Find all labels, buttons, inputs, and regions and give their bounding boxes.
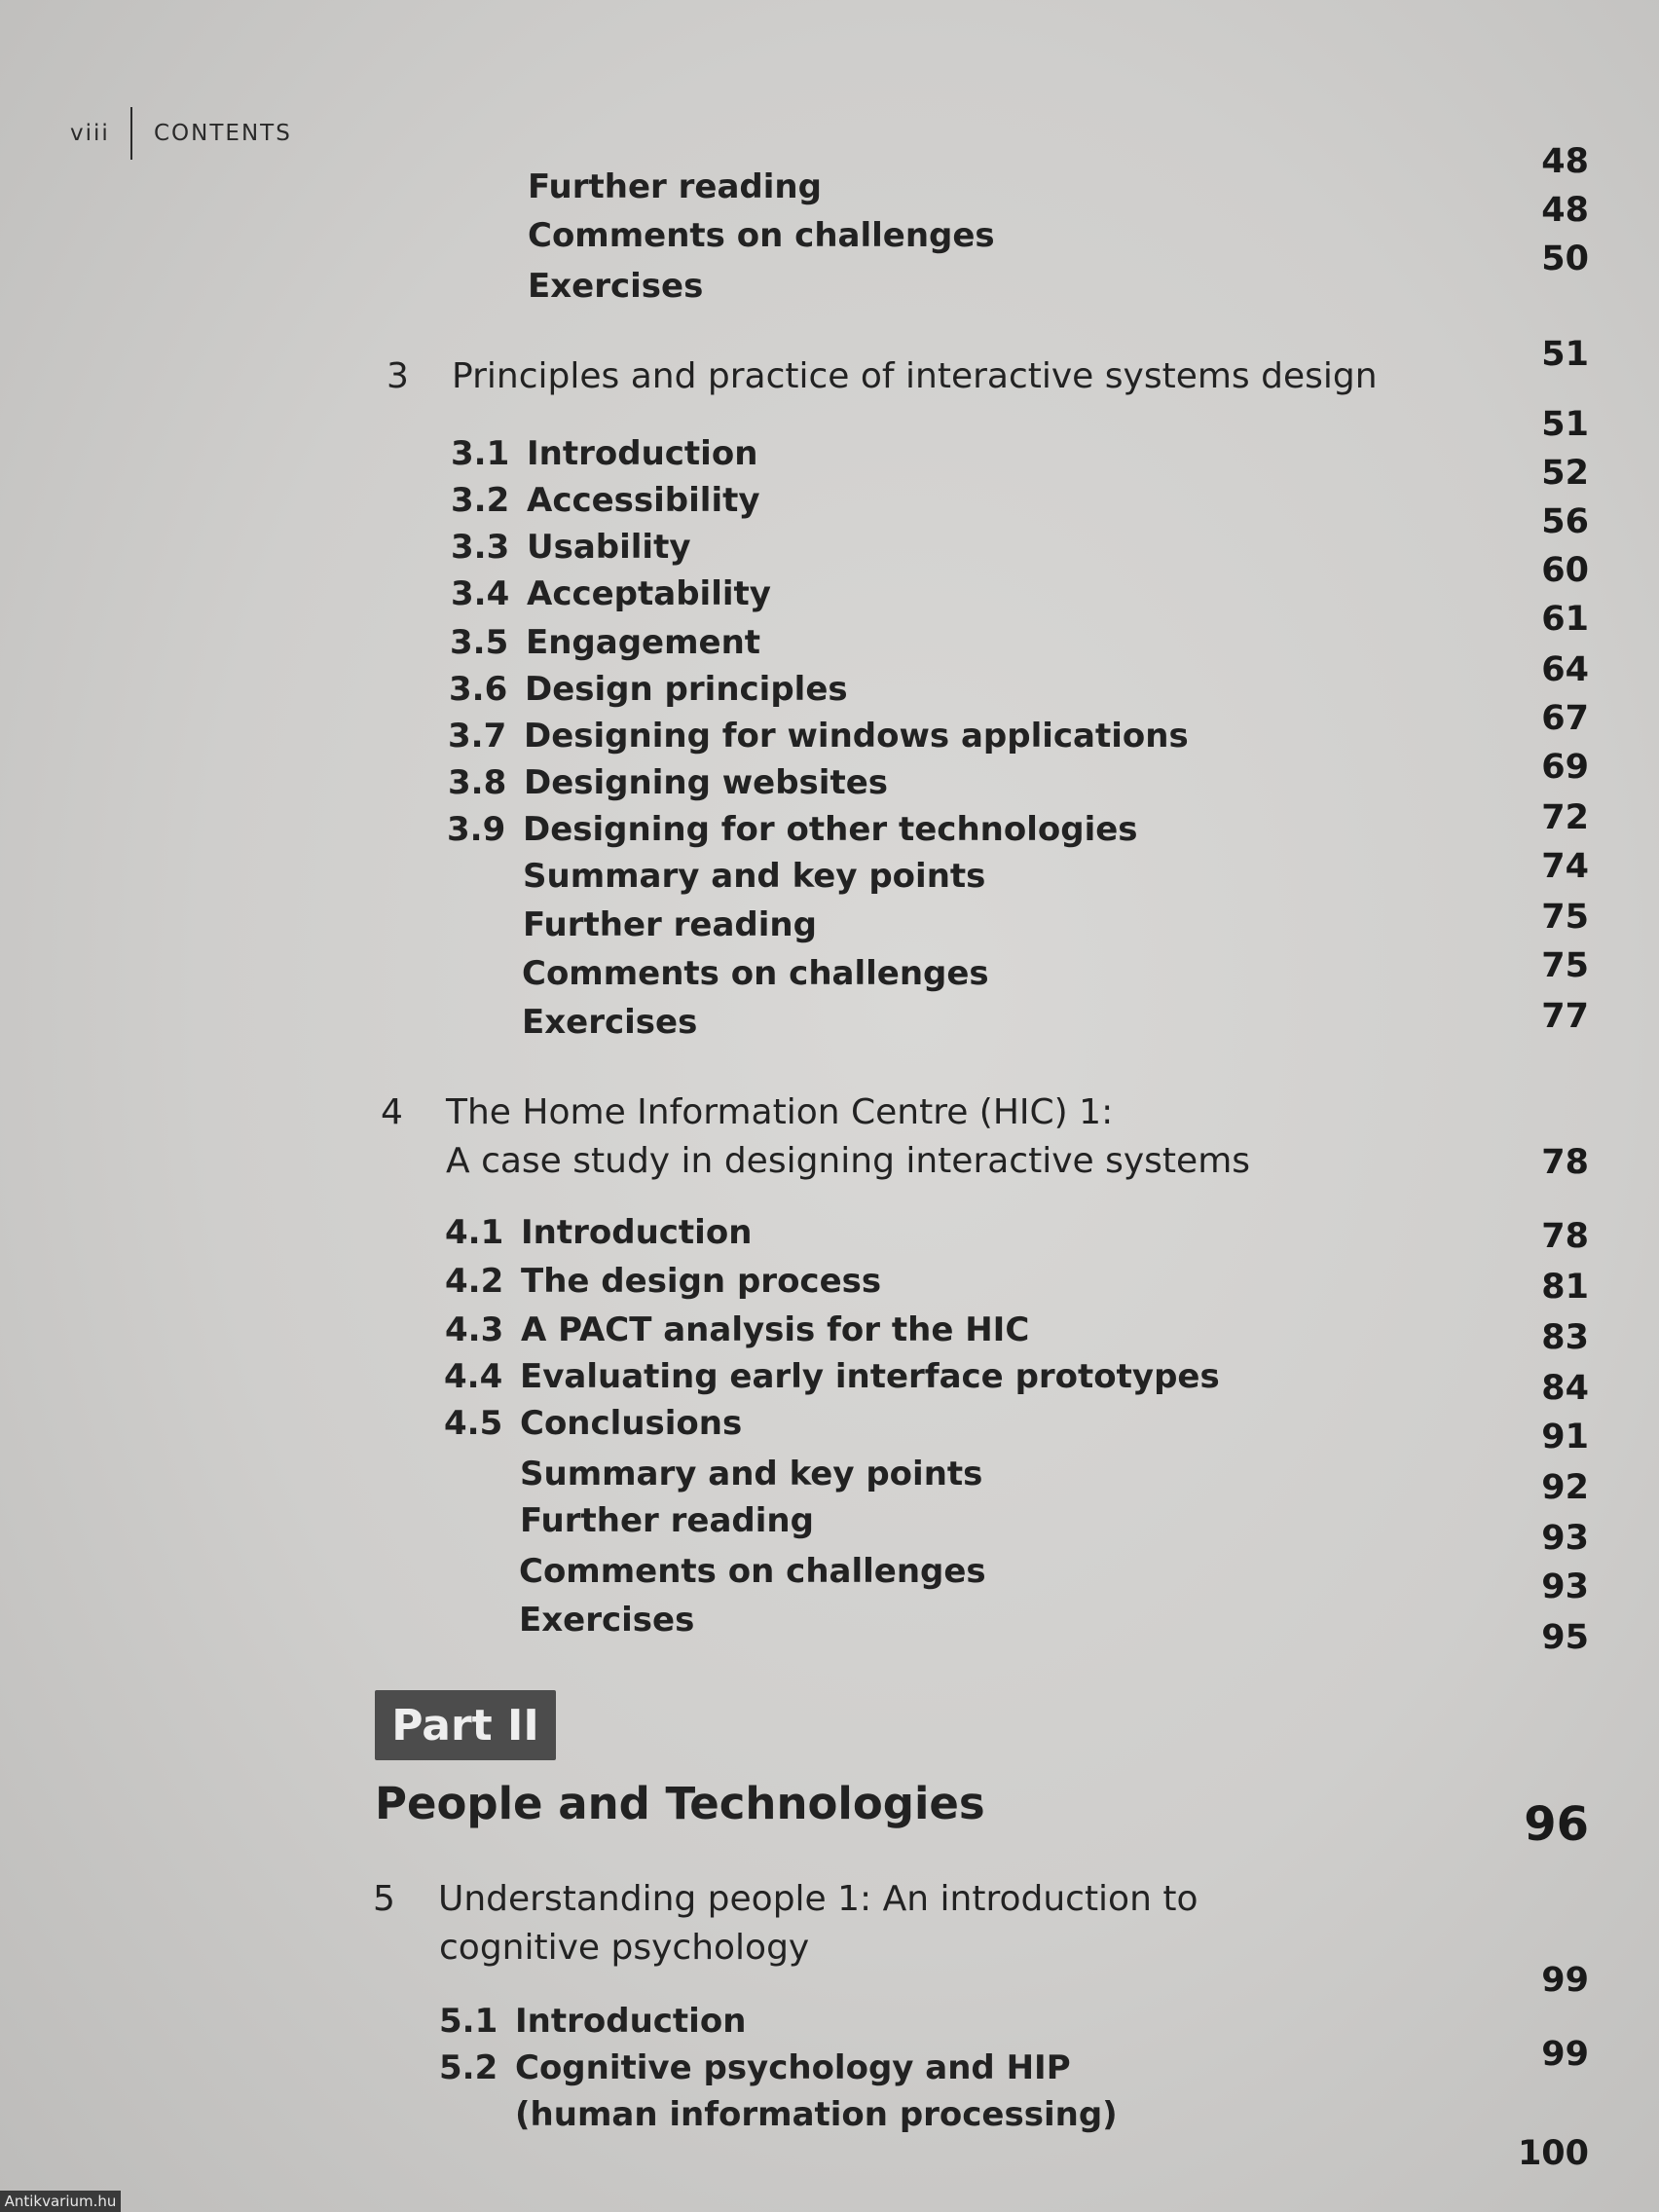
toc-page-number: 78 [1541,1217,1589,1256]
toc-entry-comments-on-challenges: Comments on challenges [528,216,995,255]
toc-section-3-9: 3.9 Designing for other technologies [447,810,1138,849]
toc-section-3-4: 3.4 Acceptability [451,574,771,613]
toc-page-number: 77 [1541,997,1589,1036]
toc-page-number: 48 [1541,191,1589,230]
toc-page-number: 83 [1541,1318,1589,1357]
toc-page-number: 61 [1541,600,1589,639]
toc-page-number: 93 [1541,1567,1589,1606]
toc-entry-comments-on-challenges: Comments on challenges [522,954,989,993]
toc-page-number: 81 [1541,1268,1589,1307]
part-page-number: 96 [1524,1797,1589,1852]
page-header [70,107,292,160]
chapter-page-number: 99 [1541,1961,1589,2000]
toc-page-number: 91 [1541,1418,1589,1456]
chapter-4-subtitle: A case study in designing interactive systems [446,1141,1251,1181]
toc-page-number: 92 [1541,1468,1589,1507]
toc-page-number: 67 [1541,699,1589,738]
toc-entry-exercises: Exercises [528,267,704,306]
toc-section-3-7: 3.7 Designing for windows applications [448,717,1189,756]
header-section-title: CONTENTS [154,121,292,146]
toc-section-3-1: 3.1 Introduction [451,434,758,473]
chapter-number: 3 [387,356,409,396]
chapter-5-subtitle: cognitive psychology [439,1928,810,1968]
toc-page-number: 69 [1541,748,1589,787]
toc-page-number: 51 [1541,405,1589,444]
toc-page-number: 56 [1541,502,1589,541]
chapter-page-number: 78 [1541,1143,1589,1182]
toc-entry-further-reading: Further reading [520,1501,814,1540]
toc-section-3-2: 3.2 Accessibility [451,481,760,520]
toc-page-number: 60 [1541,551,1589,590]
chapter-4-heading [381,1092,1113,1132]
toc-page-number: 93 [1541,1519,1589,1558]
chapter-number: 4 [381,1092,403,1132]
chapter-number: 5 [373,1879,395,1919]
source-watermark: Antikvarium.hu [0,2191,121,2212]
toc-section-4-5: 4.5 Conclusions [444,1404,743,1443]
toc-entry-exercises: Exercises [519,1601,695,1640]
toc-entry-further-reading: Further reading [528,167,822,206]
toc-section-5-2: 5.2 Cognitive psychology and HIP [439,2048,1071,2087]
toc-entry-exercises: Exercises [522,1003,698,1042]
toc-page-number: 52 [1541,454,1589,493]
toc-entry-summary-and-key-points: Summary and key points [520,1455,983,1493]
toc-page-number: 50 [1541,240,1589,278]
chapter-3-heading [387,356,1378,396]
toc-page-number: 75 [1541,898,1589,937]
toc-page-number: 99 [1541,2035,1589,2074]
chapter-5-heading [373,1879,1198,1919]
toc-page-number: 95 [1541,1618,1589,1657]
toc-section-3-8: 3.8 Designing websites [448,763,888,802]
toc-section-4-4: 4.4 Evaluating early interface prototypes [444,1357,1220,1396]
part-badge: Part II [375,1690,556,1760]
chapter-title-line-1: Understanding people 1: An introduction to [438,1879,1198,1919]
chapter-title-line-1: The Home Information Centre (HIC) 1: [446,1092,1114,1132]
toc-section-3-5: 3.5 Engagement [450,623,761,662]
chapter-page-number: 51 [1541,335,1589,374]
toc-page-number: 74 [1541,847,1589,886]
toc-page-number: 100 [1517,2134,1589,2173]
toc-section-3-3: 3.3 Usability [451,528,691,567]
toc-section-4-2: 4.2 The design process [445,1262,882,1301]
toc-page-number: 84 [1541,1369,1589,1408]
toc-page-number: 48 [1541,142,1589,181]
toc-section-3-6: 3.6 Design principles [449,670,848,709]
toc-page-number: 64 [1541,650,1589,689]
part-title: People and Technologies [375,1778,985,1829]
toc-entry-comments-on-challenges: Comments on challenges [519,1552,986,1591]
toc-section-4-1: 4.1 Introduction [445,1213,753,1252]
toc-entry-further-reading: Further reading [523,905,817,944]
chapter-title: Principles and practice of interactive systems design [452,356,1378,396]
toc-section-5-2-continued: (human information processing) [515,2095,1118,2134]
toc-page-number: 72 [1541,798,1589,837]
toc-section-4-3: 4.3 A PACT analysis for the HIC [445,1310,1030,1349]
header-divider [130,107,132,160]
page-number: viii [70,121,110,146]
toc-entry-summary-and-key-points: Summary and key points [523,857,986,896]
toc-page-number: 75 [1541,946,1589,985]
toc-section-5-1: 5.1 Introduction [439,2002,747,2041]
